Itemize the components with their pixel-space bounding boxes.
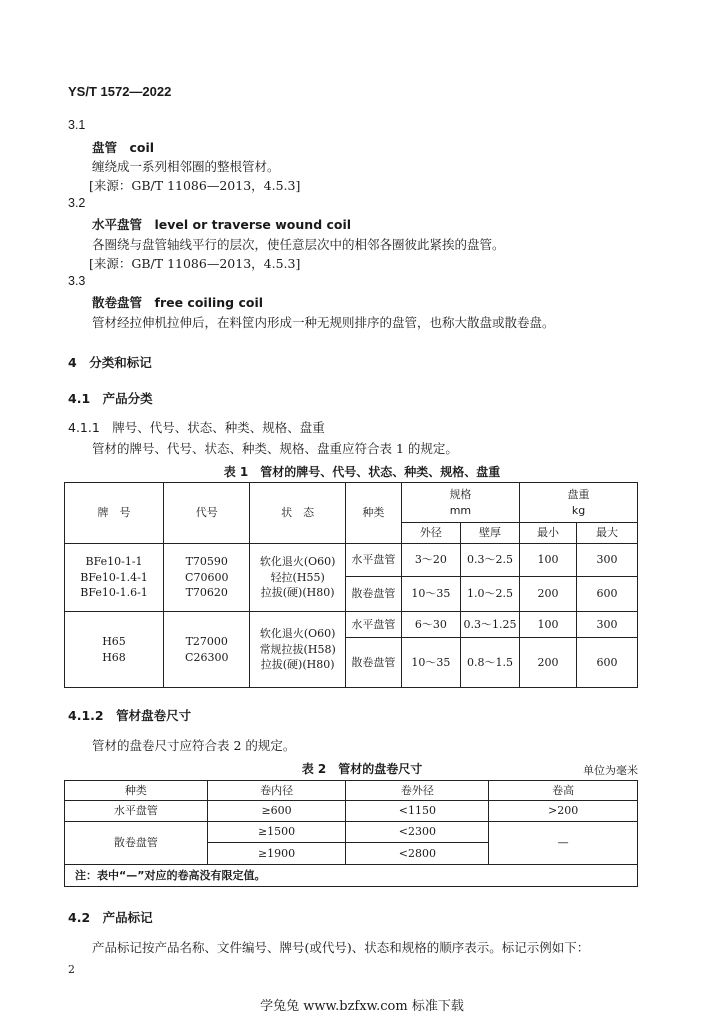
code: C26300 [185, 650, 229, 664]
temper: 软化退火(O60) [259, 554, 336, 568]
height-cell: — [489, 822, 638, 865]
document-header: YS/T 1572—2022 [68, 84, 172, 99]
max-cell: 300 [576, 612, 637, 638]
height-cell: >200 [489, 801, 638, 822]
type-cell: 散卷盘管 [345, 638, 401, 688]
inner-cell: ≥1900 [207, 843, 346, 865]
grade: BFe10-1.6-1 [80, 586, 148, 600]
wall-cell: 0.3～1.25 [460, 612, 519, 638]
max-cell: 600 [576, 638, 637, 688]
min-cell: 100 [520, 544, 577, 577]
subsection-heading: 4.2 产品标记 [68, 910, 153, 925]
header-wall: 壁厚 [460, 523, 519, 544]
grade: BFe10-1-1 [85, 554, 143, 568]
grade-cell [65, 544, 164, 612]
header-temper: 状 态 [250, 483, 345, 544]
inner-cell: ≥1500 [207, 822, 346, 843]
header-height: 卷高 [489, 781, 638, 801]
type-cell: 散卷盘管 [65, 822, 208, 865]
outer-cell: <1150 [346, 801, 489, 822]
header-type: 种类 [345, 483, 401, 544]
od-cell: 3～20 [401, 544, 460, 577]
term-number: 3.3 [68, 274, 86, 288]
page-number: 2 [68, 963, 75, 976]
od-cell: 10～35 [401, 638, 460, 688]
header-min: 最小 [520, 523, 577, 544]
header-weight-label: 盘重 [567, 487, 590, 501]
grade: H68 [102, 650, 126, 664]
header-spec-label: 规格 [449, 487, 472, 501]
term-source: [来源：GB/T 11086—2013，4.5.3] [89, 256, 301, 271]
header-weight-unit: kg [571, 503, 586, 517]
header-inner: 卷内径 [207, 781, 346, 801]
header-max: 最大 [576, 523, 637, 544]
table1 [64, 482, 638, 688]
inner-cell: ≥600 [207, 801, 346, 822]
code-cell [164, 612, 250, 688]
term-title: 盘管 coil [92, 140, 155, 155]
clause-text: 产品标记按产品名称、文件编号、牌号(或代号)、状态和规格的顺序表示。标记示例如下： [92, 940, 590, 955]
od-cell: 10～35 [401, 577, 460, 612]
header-od: 外径 [401, 523, 460, 544]
table2 [64, 780, 638, 887]
temper-cell [250, 544, 345, 612]
term-number: 3.2 [68, 196, 86, 210]
wall-cell: 0.8～1.5 [460, 638, 519, 688]
type-cell: 水平盘管 [345, 544, 401, 577]
table2-note: 注：表中“—”对应的卷高没有限定值。 [65, 865, 638, 887]
od-cell: 6～30 [401, 612, 460, 638]
code: T27000 [185, 634, 228, 648]
wall-cell: 1.0～2.5 [460, 577, 519, 612]
table2-unit: 单位为毫米 [583, 764, 638, 777]
max-cell: 300 [576, 544, 637, 577]
header-grade: 牌 号 [65, 483, 164, 544]
term-title: 散卷盘管 free coiling coil [92, 295, 264, 310]
term-number: 3.1 [68, 118, 86, 132]
grade-cell [65, 612, 164, 688]
header-spec [401, 483, 519, 523]
header-type: 种类 [65, 781, 208, 801]
temper: 软化退火(O60) [259, 626, 336, 640]
table2-caption: 表 2 管材的盘卷尺寸 [301, 762, 423, 776]
min-cell: 200 [520, 638, 577, 688]
code-cell [164, 544, 250, 612]
grade: BFe10-1.4-1 [80, 570, 148, 584]
clause-text: 管材的盘卷尺寸应符合表 2 的规定。 [92, 738, 296, 753]
term-definition: 管材经拉伸机拉伸后，在料筐内形成一种无规则排序的盘管，也称大散盘或散卷盘。 [92, 315, 555, 330]
code: T70620 [185, 586, 228, 600]
type-cell: 散卷盘管 [345, 577, 401, 612]
wall-cell: 0.3～2.5 [460, 544, 519, 577]
header-spec-unit: mm [449, 503, 472, 517]
type-cell: 水平盘管 [65, 801, 208, 822]
clause-heading: 4.1.2 管材盘卷尺寸 [68, 708, 192, 723]
max-cell: 600 [576, 577, 637, 612]
temper: 拉拔(硬)(H80) [260, 586, 335, 600]
min-cell: 100 [520, 612, 577, 638]
outer-cell: <2300 [346, 822, 489, 843]
min-cell: 200 [520, 577, 577, 612]
clause-heading: 4.1.1 牌号、代号、状态、种类、规格、盘重 [68, 420, 325, 435]
term-definition: 缠绕成一系列相邻圈的整根管材。 [92, 159, 280, 174]
temper: 常规拉拔(H58) [259, 642, 336, 656]
temper: 拉拔(硬)(H80) [260, 658, 335, 672]
clause-text: 管材的牌号、代号、状态、种类、规格、盘重应符合表 1 的规定。 [92, 441, 458, 456]
grade: H65 [102, 634, 126, 648]
code: T70590 [185, 554, 228, 568]
code: C70600 [185, 570, 229, 584]
term-source: [来源：GB/T 11086—2013，4.5.3] [89, 178, 301, 193]
subsection-heading: 4.1 产品分类 [68, 391, 153, 406]
header-outer: 卷外径 [346, 781, 489, 801]
outer-cell: <2800 [346, 843, 489, 865]
temper-cell [250, 612, 345, 688]
footer-watermark: 学兔兔 www.bzfxw.com 标准下载 [260, 999, 464, 1014]
header-code: 代号 [164, 483, 250, 544]
header-weight [520, 483, 638, 523]
table1-caption: 表 1 管材的牌号、代号、状态、种类、规格、盘重 [223, 465, 501, 479]
section-heading: 4 分类和标记 [68, 355, 152, 370]
term-title: 水平盘管 level or traverse wound coil [92, 217, 352, 232]
term-definition: 各圈绕与盘管轴线平行的层次，使任意层次中的相邻各圈彼此紧挨的盘管。 [92, 237, 505, 252]
type-cell: 水平盘管 [345, 612, 401, 638]
temper: 轻拉(H55) [270, 570, 325, 584]
